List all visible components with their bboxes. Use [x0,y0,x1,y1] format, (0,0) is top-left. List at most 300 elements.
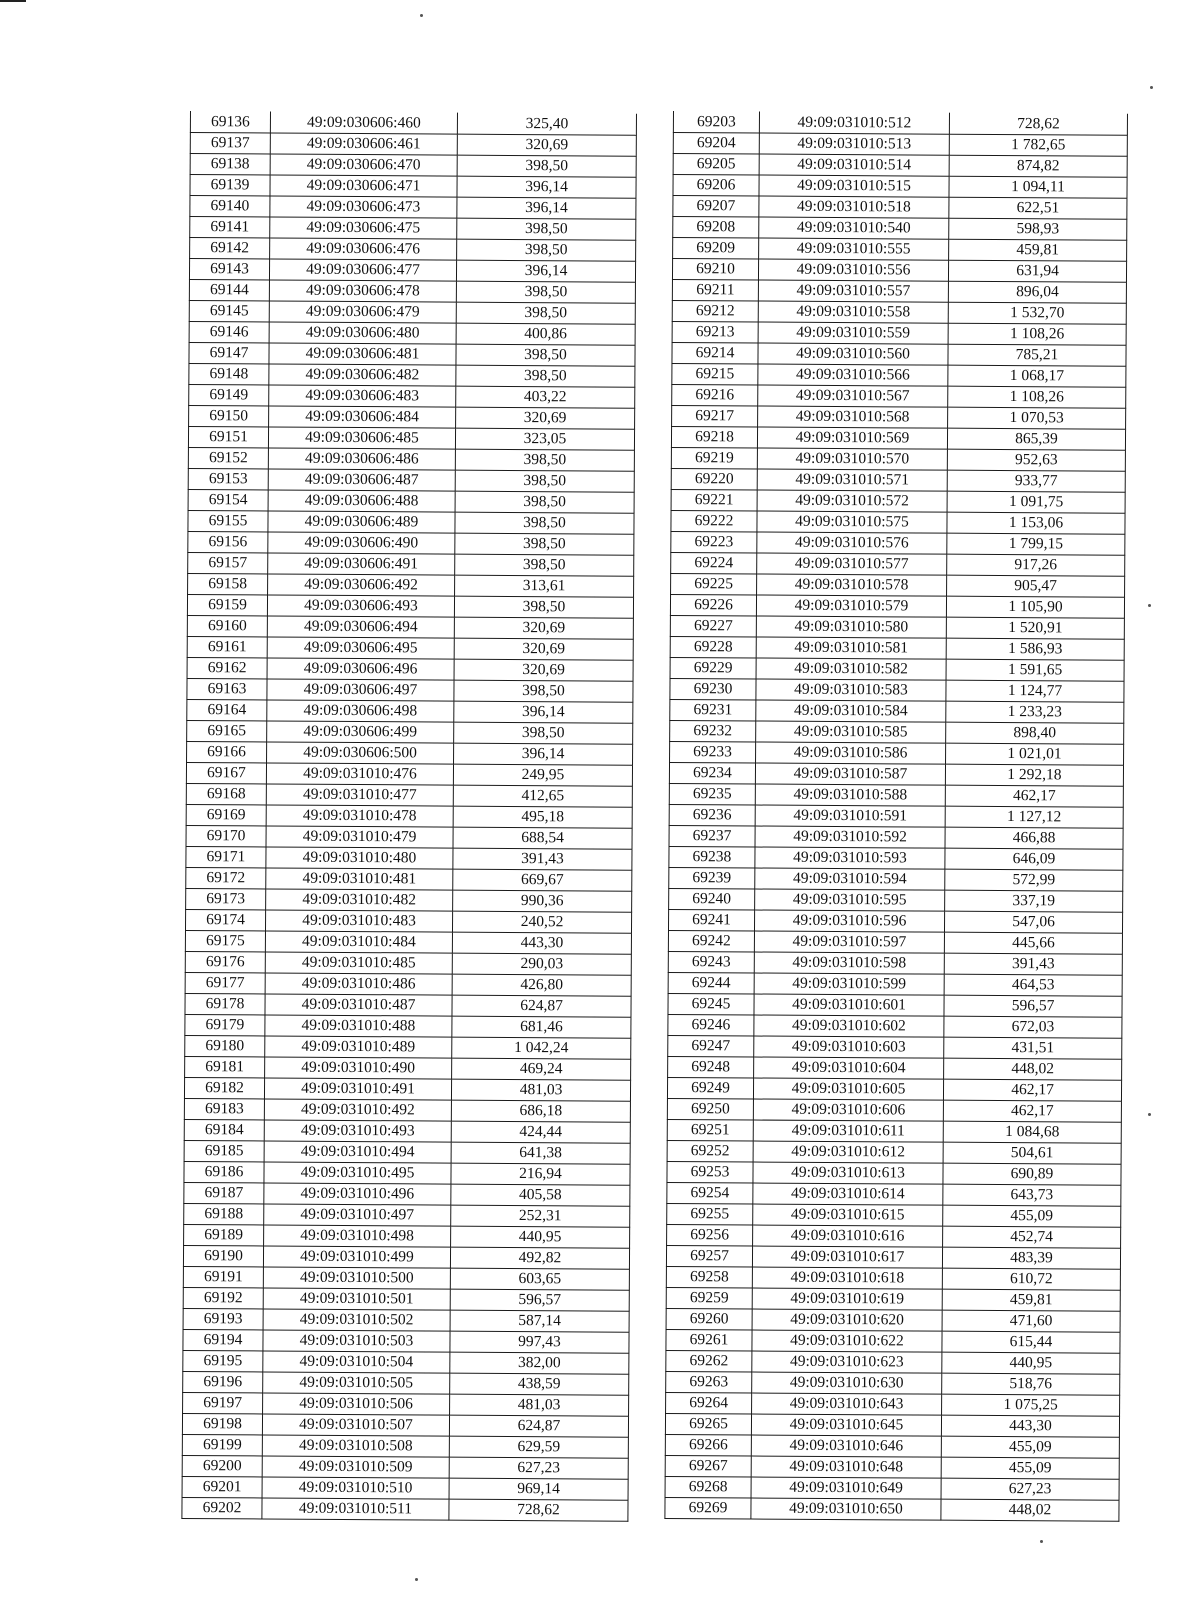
table-row [673,217,1127,241]
value-cell: 643,73 [943,1184,1121,1206]
cadastral-number-cell: 49:09:031010:645 [751,1414,941,1436]
value-cell: 396,14 [457,176,636,198]
row-number-cell: 69204 [673,133,759,155]
value-cell: 1 042,24 [452,1037,631,1059]
cadastral-number-cell: 49:09:031010:594 [755,868,945,890]
cadastral-number-cell: 49:09:031010:598 [754,952,944,974]
cadastral-number-cell: 49:09:030606:490 [268,532,455,554]
cadastral-number-cell: 49:09:031010:643 [752,1393,942,1415]
cadastral-number-cell: 49:09:031010:618 [752,1267,942,1289]
cadastral-number-cell: 49:09:031010:566 [758,364,948,386]
table-row [673,133,1127,157]
row-number-cell: 69181 [185,1056,265,1077]
cadastral-number-cell: 49:09:030606:500 [267,742,454,764]
value-cell: 464,53 [944,974,1122,996]
value-cell: 320,69 [454,638,633,660]
row-number-cell: 69163 [187,678,267,699]
row-number-cell: 69165 [187,720,267,741]
cadastral-number-cell: 49:09:031010:559 [758,322,948,344]
value-cell: 631,94 [948,260,1126,282]
cadastral-number-cell: 49:09:031010:581 [756,637,946,659]
cadastral-number-cell: 49:09:031010:492 [264,1099,451,1121]
table-row [671,468,1125,492]
value-cell: 481,03 [450,1394,629,1416]
row-number-cell: 69198 [182,1413,262,1434]
cadastral-number-cell: 49:09:031010:482 [266,889,453,911]
table-row [183,1392,629,1416]
cadastral-number-cell: 49:09:031010:617 [752,1246,942,1268]
table-row [667,1182,1121,1206]
row-number-cell: 69194 [183,1329,263,1350]
value-cell: 1 084,68 [943,1121,1121,1143]
cadastral-number-cell: 49:09:031010:487 [265,994,452,1016]
cadastral-number-cell: 49:09:030606:483 [269,385,456,407]
value-cell: 646,09 [945,848,1123,870]
value-cell: 452,74 [943,1226,1121,1248]
row-number-cell: 69142 [190,238,270,259]
row-number-cell: 69176 [185,951,265,972]
table-row [183,1245,629,1269]
scan-speck [1150,86,1153,89]
row-number-cell: 69215 [672,363,758,385]
table-row [182,1497,628,1521]
value-cell: 481,03 [451,1079,630,1101]
row-number-cell: 69244 [668,972,754,994]
table-row [187,594,633,618]
cadastral-number-cell: 49:09:031010:496 [264,1183,451,1205]
table-row [184,1098,630,1122]
table-row [671,573,1125,597]
value-cell: 952,63 [947,449,1125,471]
row-number-cell: 69158 [188,573,268,594]
row-number-cell: 69222 [671,510,757,532]
table-row [182,1476,628,1500]
value-cell: 398,50 [455,512,634,534]
row-number-cell: 69251 [667,1119,753,1141]
cadastral-number-cell: 49:09:030606:475 [270,217,457,239]
value-cell: 396,14 [457,197,636,219]
cadastral-number-cell: 49:09:030606:476 [270,238,457,260]
row-number-cell: 69249 [667,1077,753,1099]
register-table-right-body [665,112,1128,1522]
table-row [189,363,635,387]
table-row [187,741,633,765]
value-cell: 1 091,75 [947,491,1125,513]
table-row [672,342,1126,366]
register-table-right [664,111,1128,1522]
value-cell: 448,02 [944,1058,1122,1080]
row-number-cell: 69148 [189,363,269,384]
table-row [188,510,634,534]
row-number-cell: 69207 [673,196,759,218]
value-cell: 917,26 [947,554,1125,576]
row-number-cell: 69223 [671,531,757,553]
cadastral-number-cell: 49:09:031010:603 [754,1036,944,1058]
row-number-cell: 69248 [668,1056,754,1078]
cadastral-number-cell: 49:09:031010:569 [757,427,947,449]
table-row [184,1119,630,1143]
table-row [190,196,636,220]
cadastral-number-cell: 49:09:031010:648 [751,1456,941,1478]
cadastral-number-cell: 49:09:030606:480 [269,322,456,344]
table-row [667,1098,1121,1122]
row-number-cell: 69264 [666,1392,752,1414]
table-row [186,825,632,849]
value-cell: 398,50 [456,281,635,303]
value-cell: 325,40 [457,113,636,135]
row-number-cell: 69239 [669,867,755,889]
row-number-cell: 69180 [185,1035,265,1056]
scan-speck [1148,604,1151,607]
row-number-cell: 69191 [183,1266,263,1287]
value-cell: 471,60 [942,1310,1120,1332]
cadastral-number-cell: 49:09:031010:612 [753,1141,943,1163]
row-number-cell: 69140 [190,196,270,217]
value-cell: 483,39 [942,1247,1120,1269]
value-cell: 455,09 [941,1457,1119,1479]
table-row [186,867,632,891]
cadastral-number-cell: 49:09:030606:461 [270,133,457,155]
row-number-cell: 69228 [670,636,756,658]
value-cell: 627,23 [941,1478,1119,1500]
table-row [189,342,635,366]
table-row [190,175,636,199]
table-row [670,615,1124,639]
table-row [186,762,632,786]
value-cell: 424,44 [451,1121,630,1143]
value-cell: 1 292,18 [945,764,1123,786]
cadastral-number-cell: 49:09:031010:586 [756,742,946,764]
row-number-cell: 69227 [670,615,756,637]
cadastral-number-cell: 49:09:031010:579 [756,595,946,617]
row-number-cell: 69245 [668,993,754,1015]
row-number-cell: 69190 [183,1245,263,1266]
value-cell: 997,43 [450,1331,629,1353]
value-cell: 398,50 [456,302,635,324]
value-cell: 969,14 [449,1478,628,1500]
row-number-cell: 69183 [184,1098,264,1119]
cadastral-number-cell: 49:09:031010:622 [752,1330,942,1352]
table-row [670,678,1124,702]
value-cell: 1 021,01 [946,743,1124,765]
row-number-cell: 69179 [185,1014,265,1035]
row-number-cell: 69254 [667,1182,753,1204]
row-number-cell: 69217 [672,405,758,427]
cadastral-number-cell: 49:09:031010:513 [759,133,949,155]
value-cell: 1 586,93 [946,638,1124,660]
cadastral-number-cell: 49:09:031010:540 [759,217,949,239]
value-cell: 459,81 [949,239,1127,261]
value-cell: 596,57 [450,1289,629,1311]
value-cell: 1 108,26 [948,323,1126,345]
table-row [667,1077,1121,1101]
cadastral-number-cell: 49:09:031010:485 [265,952,452,974]
value-cell: 462,17 [943,1079,1121,1101]
row-number-cell: 69199 [182,1434,262,1455]
value-cell: 504,61 [943,1142,1121,1164]
cadastral-number-cell: 49:09:031010:602 [754,1015,944,1037]
row-number-cell: 69221 [671,489,757,511]
table-row [667,1119,1121,1143]
table-row [666,1308,1120,1332]
cadastral-number-cell: 49:09:031010:650 [751,1498,941,1520]
row-number-cell: 69231 [670,699,756,721]
row-number-cell: 69167 [186,762,266,783]
value-cell: 624,87 [449,1415,628,1437]
value-cell: 622,51 [949,197,1127,219]
cadastral-number-cell: 49:09:031010:556 [758,259,948,281]
cadastral-number-cell: 49:09:031010:646 [751,1435,941,1457]
table-row [668,909,1122,933]
cadastral-number-cell: 49:09:030606:488 [268,490,455,512]
value-cell: 398,50 [455,449,634,471]
cadastral-number-cell: 49:09:031010:493 [264,1120,451,1142]
table-row [187,636,633,660]
row-number-cell: 69210 [672,259,758,281]
table-row [188,426,634,450]
table-row [188,447,634,471]
table-row [668,1035,1122,1059]
row-number-cell: 69146 [189,321,269,342]
cadastral-number-cell: 49:09:031010:486 [265,973,452,995]
row-number-cell: 69192 [183,1287,263,1308]
value-cell: 462,17 [943,1100,1121,1122]
table-row [669,867,1123,891]
value-cell: 426,80 [452,974,631,996]
row-number-cell: 69265 [665,1413,751,1435]
table-row [670,594,1124,618]
value-cell: 1 799,15 [947,533,1125,555]
value-cell: 669,67 [453,869,632,891]
row-number-cell: 69166 [187,741,267,762]
table-row [667,1203,1121,1227]
row-number-cell: 69178 [185,993,265,1014]
value-cell: 1 520,91 [946,617,1124,639]
table-row [668,1056,1122,1080]
table-row [671,426,1125,450]
row-number-cell: 69262 [666,1350,752,1372]
cadastral-number-cell: 49:09:031010:508 [262,1435,449,1457]
cadastral-number-cell: 49:09:031010:489 [265,1036,452,1058]
row-number-cell: 69250 [667,1098,753,1120]
cadastral-number-cell: 49:09:030606:484 [269,406,456,428]
row-number-cell: 69182 [184,1077,264,1098]
table-row [672,384,1126,408]
value-cell: 933,77 [947,470,1125,492]
row-number-cell: 69147 [189,342,269,363]
row-number-cell: 69258 [666,1266,752,1288]
value-cell: 398,50 [457,155,636,177]
row-number-cell: 69195 [183,1350,263,1371]
table-row [189,405,635,429]
cadastral-number-cell: 49:09:031010:495 [264,1162,451,1184]
cadastral-number-cell: 49:09:031010:558 [758,301,948,323]
value-cell: 216,94 [451,1163,630,1185]
value-cell: 1 233,23 [946,701,1124,723]
value-cell: 320,69 [454,659,633,681]
table-row [666,1350,1120,1374]
value-cell: 896,04 [948,281,1126,303]
table-row [189,279,635,303]
cadastral-number-cell: 49:09:031010:506 [263,1393,450,1415]
row-number-cell: 69161 [187,636,267,657]
table-row [668,951,1122,975]
table-row [669,762,1123,786]
table-row [187,720,633,744]
table-row [670,699,1124,723]
row-number-cell: 69168 [186,783,266,804]
value-cell: 615,44 [942,1331,1120,1353]
row-number-cell: 69201 [182,1476,262,1497]
table-row [189,321,635,345]
row-number-cell: 69185 [184,1140,264,1161]
table-row [672,405,1126,429]
row-number-cell: 69188 [184,1203,264,1224]
row-number-cell: 69255 [667,1203,753,1225]
row-number-cell: 69268 [665,1476,751,1498]
row-number-cell: 69170 [186,825,266,846]
cadastral-number-cell: 49:09:030606:460 [270,112,457,134]
table-row [671,552,1125,576]
row-number-cell: 69252 [667,1140,753,1162]
value-cell: 412,65 [453,785,632,807]
table-row [186,804,632,828]
cadastral-number-cell: 49:09:031010:571 [757,469,947,491]
cadastral-number-cell: 49:09:031010:611 [753,1120,943,1142]
cadastral-number-cell: 49:09:031010:502 [263,1309,450,1331]
table-row [669,888,1123,912]
value-cell: 624,87 [452,995,631,1017]
value-cell: 905,47 [947,575,1125,597]
row-number-cell: 69226 [670,594,756,616]
value-cell: 290,03 [452,953,631,975]
row-number-cell: 69213 [672,321,758,343]
table-row [669,825,1123,849]
row-number-cell: 69152 [188,447,268,468]
value-cell: 1 105,90 [946,596,1124,618]
row-number-cell: 69200 [182,1455,262,1476]
value-cell: 398,50 [455,533,634,555]
value-cell: 598,93 [949,218,1127,240]
value-cell: 337,19 [945,890,1123,912]
value-cell: 785,21 [948,344,1126,366]
row-number-cell: 69189 [184,1224,264,1245]
value-cell: 448,02 [941,1499,1119,1521]
cadastral-number-cell: 49:09:031010:505 [263,1372,450,1394]
row-number-cell: 69193 [183,1308,263,1329]
row-number-cell: 69157 [188,552,268,573]
cadastral-number-cell: 49:09:031010:555 [759,238,949,260]
table-row [183,1287,629,1311]
cadastral-number-cell: 49:09:030606:478 [269,280,456,302]
table-row [671,489,1125,513]
value-cell: 445,66 [944,932,1122,954]
value-cell: 398,50 [455,470,634,492]
cadastral-number-cell: 49:09:031010:619 [752,1288,942,1310]
cadastral-number-cell: 49:09:031010:592 [755,826,945,848]
table-row [186,846,632,870]
table-row [668,1014,1122,1038]
table-row [668,930,1122,954]
cadastral-number-cell: 49:09:030606:471 [270,175,457,197]
row-number-cell: 69151 [188,426,268,447]
value-cell: 398,50 [455,554,634,576]
table-row [189,259,635,283]
table-row [673,112,1127,136]
value-cell: 320,69 [457,134,636,156]
cadastral-number-cell: 49:09:031010:483 [265,910,452,932]
row-number-cell: 69229 [670,657,756,679]
cadastral-number-cell: 49:09:031010:649 [751,1477,941,1499]
table-row [184,1140,630,1164]
table-row [668,972,1122,996]
value-cell: 610,72 [942,1268,1120,1290]
table-row [183,1329,629,1353]
cadastral-number-cell: 49:09:031010:511 [262,1498,449,1520]
row-number-cell: 69186 [184,1161,264,1182]
value-cell: 1 075,25 [942,1394,1120,1416]
table-row [188,531,634,555]
table-row [190,133,636,157]
cadastral-number-cell: 49:09:031010:509 [262,1456,449,1478]
value-cell: 391,43 [453,848,632,870]
table-row [665,1434,1119,1458]
cadastral-number-cell: 49:09:031010:616 [753,1225,943,1247]
register-table-left-body [182,112,637,1522]
value-cell: 547,06 [944,911,1122,933]
row-number-cell: 69143 [189,259,269,280]
cadastral-number-cell: 49:09:031010:479 [266,826,453,848]
cadastral-number-cell: 49:09:030606:481 [269,343,456,365]
row-number-cell: 69219 [671,447,757,469]
row-number-cell: 69203 [673,112,759,134]
row-number-cell: 69206 [673,175,759,197]
table-row [667,1140,1121,1164]
row-number-cell: 69141 [190,217,270,238]
table-row [665,1476,1119,1500]
cadastral-number-cell: 49:09:031010:591 [755,805,945,827]
row-number-cell: 69232 [670,720,756,742]
row-number-cell: 69243 [668,951,754,973]
value-cell: 455,09 [941,1436,1119,1458]
row-number-cell: 69136 [190,112,270,133]
cadastral-number-cell: 49:09:030606:495 [267,637,454,659]
cadastral-number-cell: 49:09:031010:477 [266,784,453,806]
row-number-cell: 69138 [190,154,270,175]
value-cell: 1 127,12 [945,806,1123,828]
cadastral-number-cell: 49:09:031010:481 [266,868,453,890]
cadastral-number-cell: 49:09:031010:500 [263,1267,450,1289]
value-cell: 400,86 [456,323,635,345]
value-cell: 641,38 [451,1142,630,1164]
table-row [672,279,1126,303]
table-row [188,489,634,513]
cadastral-number-cell: 49:09:030606:487 [268,469,455,491]
cadastral-number-cell: 49:09:030606:497 [267,679,454,701]
cadastral-number-cell: 49:09:031010:568 [758,406,948,428]
value-cell: 629,59 [449,1436,628,1458]
cadastral-number-cell: 49:09:031010:504 [263,1351,450,1373]
row-number-cell: 69154 [188,489,268,510]
table-row [673,196,1127,220]
value-cell: 396,14 [454,743,633,765]
row-number-cell: 69197 [183,1392,263,1413]
cadastral-number-cell: 49:09:031010:512 [759,112,949,134]
row-number-cell: 69224 [671,552,757,574]
table-row [666,1287,1120,1311]
row-number-cell: 69261 [666,1329,752,1351]
value-cell: 398,50 [454,722,633,744]
